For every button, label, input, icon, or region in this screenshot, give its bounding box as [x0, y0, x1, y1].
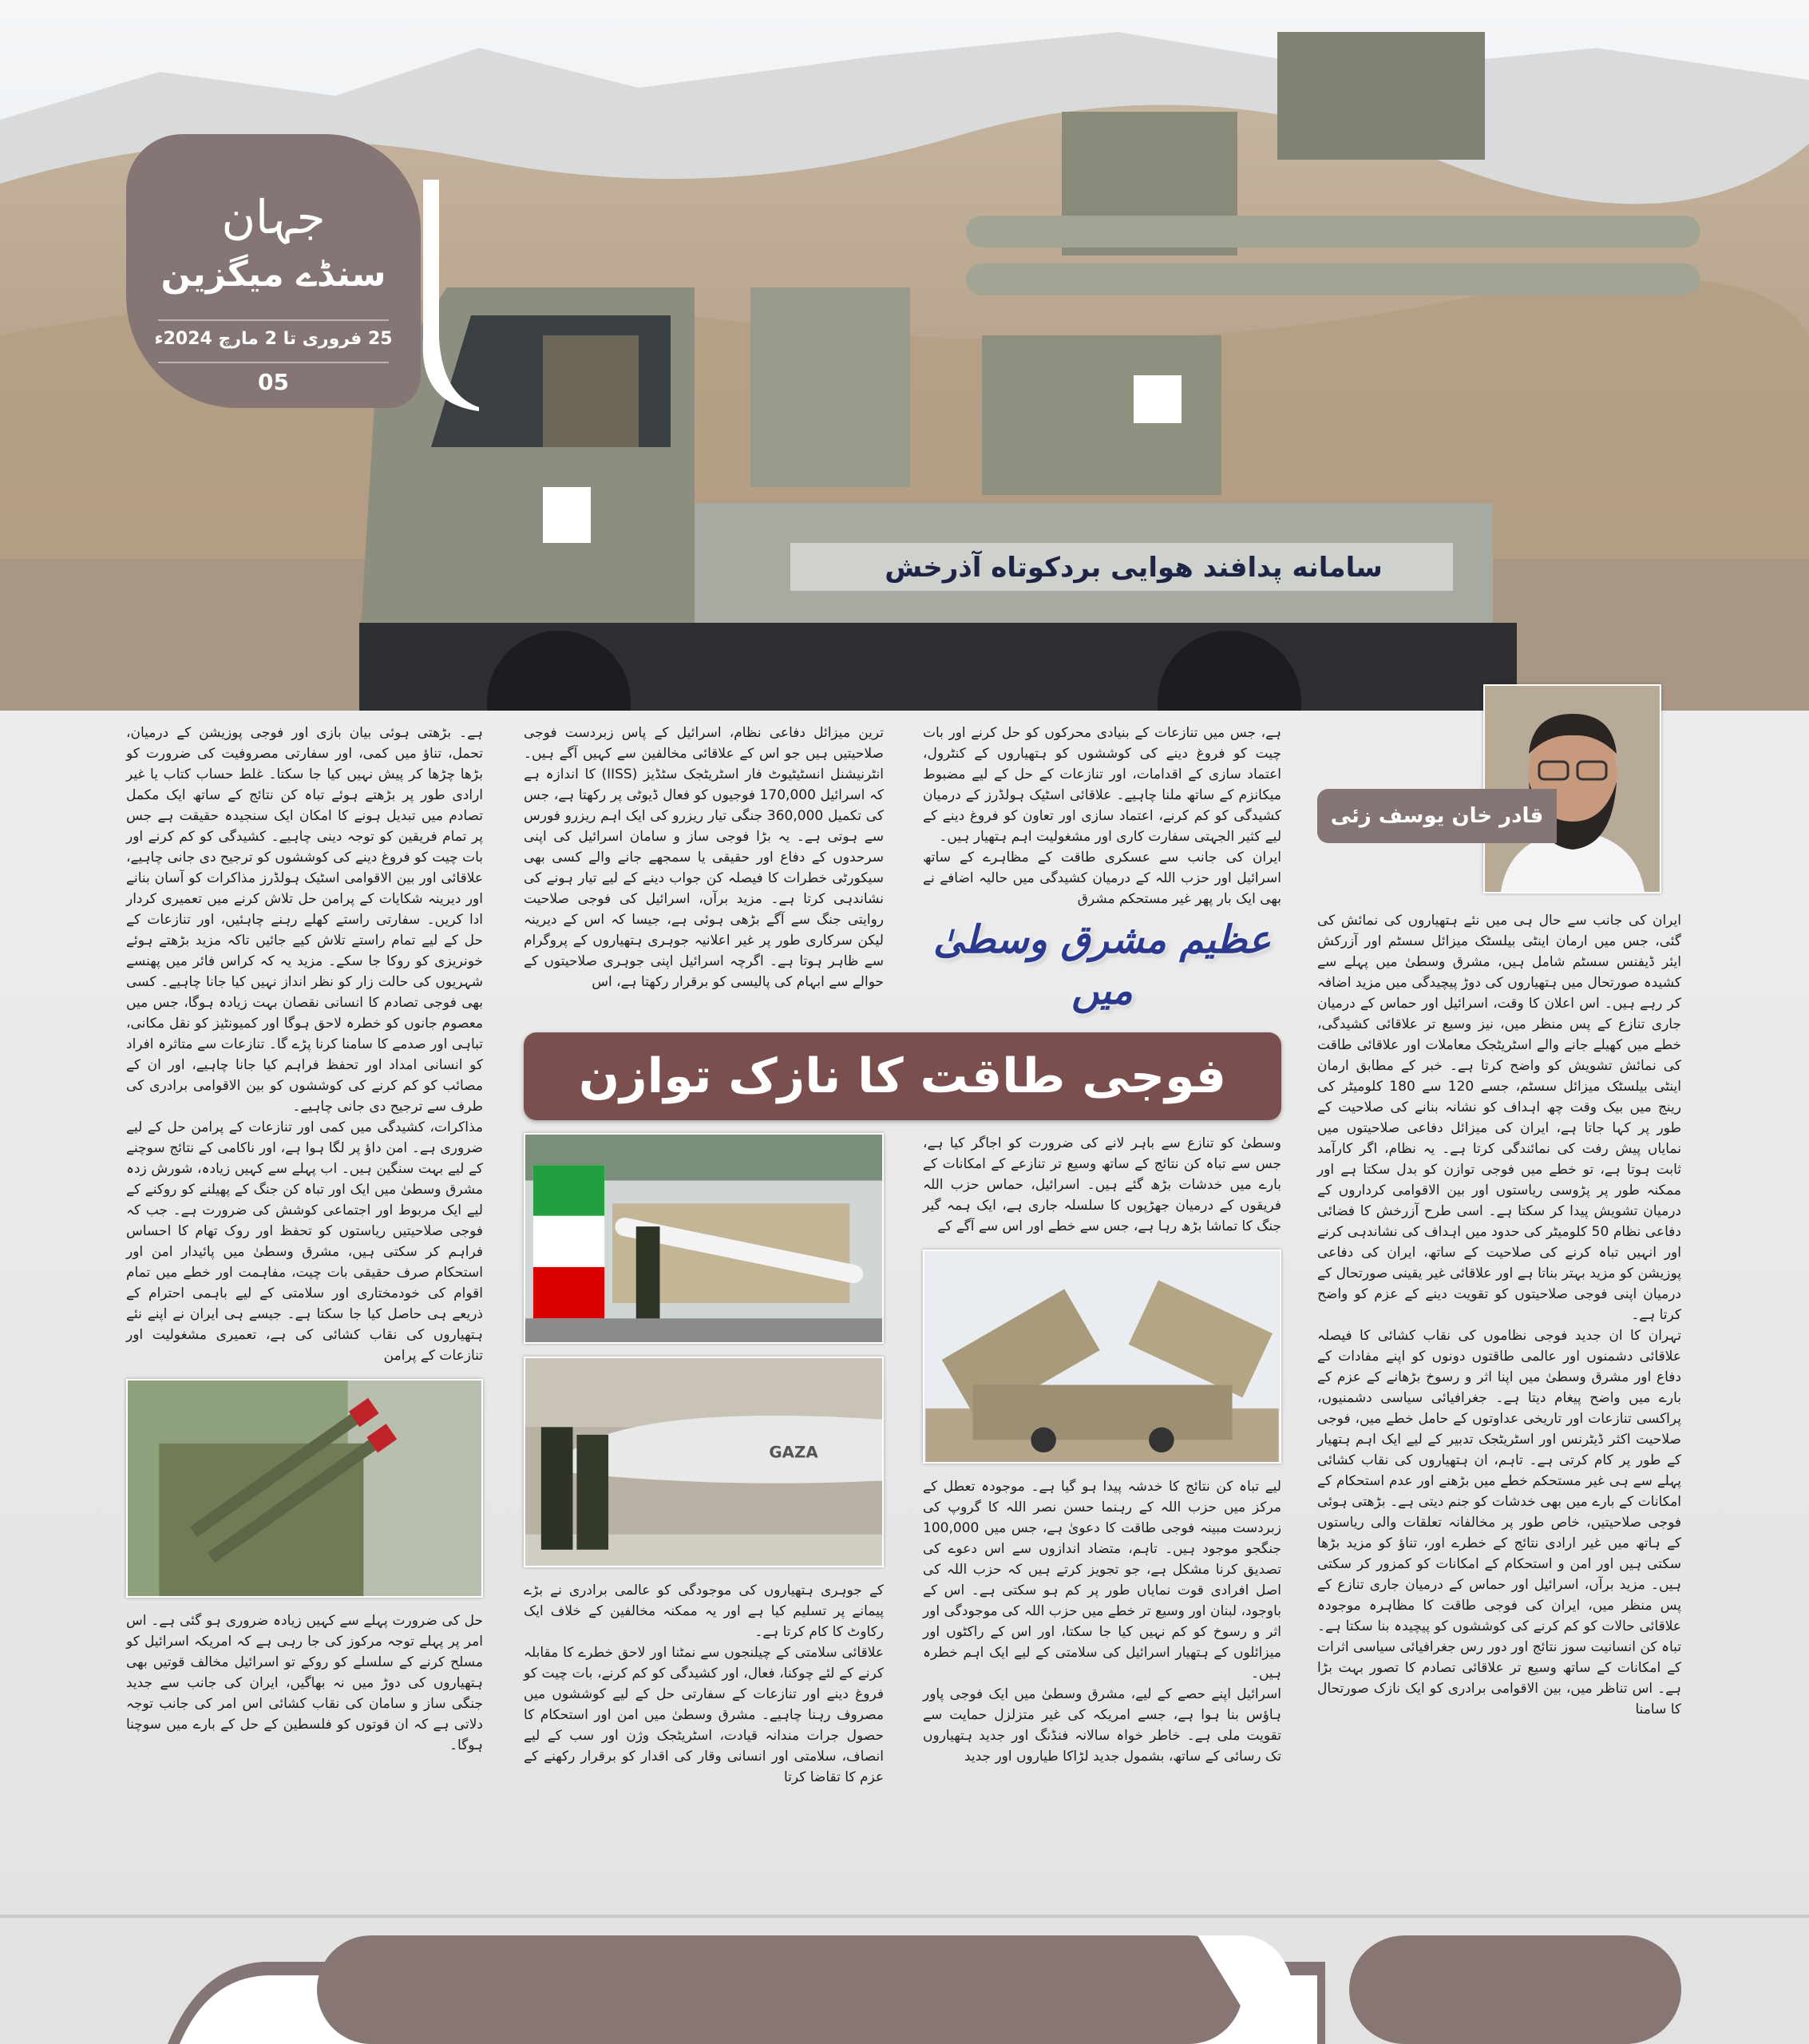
article-column-2-bottom [524, 1133, 884, 1788]
middle-columns [524, 723, 1281, 1788]
drone-label: GAZA [769, 1444, 818, 1462]
article-column-4 [1317, 910, 1681, 1720]
divider [158, 362, 389, 363]
truck-caption: سامانه پدافند هوایی بردکوتاه آذرخش [885, 552, 1383, 584]
masthead-name-line2: سنڈے میگزین [160, 254, 386, 295]
footer-decoration [0, 1918, 1809, 2044]
paragraph: ایران کی جانب سے عسکری طاقت کے مظاہرے کے ساتھ اسرائیل اور حزب اللہ کے درمیان کشیدگی میں حالیہ اضافے نے بھی ایک بار پھر غیر مستحکم مشرق [923, 850, 1281, 907]
headline-title: فوجی طاقت کا نازک توازن [524, 1032, 1281, 1120]
paragraph: لیے تباہ کن نتائج کا خدشہ پیدا ہو گیا ہے۔ موجودہ تعطل کے مرکز میں حزب اللہ کے رہنما حسن نصر اللہ کا گروپ کی زبردست مبینہ فوجی طاقت کا دعویٰ ہے، جس میں 100,000 جنگجو موجود ہیں۔ تاہم، متضاد اندازوں سے اس دعوے کی تصدیق کرنا مشکل ہے، جو تجویز کرتے ہیں کہ حزب اللہ کی اصل افرادی قوت نمایاں طور پر کم ہو سکتی ہے۔ اس کے باوجود، لبنان اور وسیع تر خطے میں حزب اللہ کی موجودگی اور اثر و رسوخ کو کم نہیں کیا جا سکتا، اور اس کے راکٹوں اور میزائلوں کے ہتھیار اسرائیل کی سلامتی کے لیے ایک اہم خطرہ ہیں۔ [923, 1479, 1281, 1682]
column-1-bottom-text [126, 1610, 483, 1756]
column-2-bottom-text [524, 1580, 884, 1788]
article-column-3-bottom [923, 1133, 1281, 1767]
paragraph: ہے، جس میں تنازعات کے بنیادی محرکوں کو حل کرنے اور بات چیت کو فروغ دینے کی کوششوں کو ہتھیاروں کے کنٹرول، اعتماد سازی کے اقدامات، اور تنازعات کے حل کے لیے مضبوط میکانزم کے ساتھ ملنا چاہیے۔ علاقائی اسٹیک ہولڈرز کے درمیان کشیدگی کو کم کرنے، اعتماد سازی اور تعاون کو فروغ دینے کے لیے کثیر الجہتی سفارت کاری اور مشغولیت اہم ہتھیار ہیں۔ [923, 725, 1281, 845]
masthead [126, 134, 421, 408]
article-column-3-top [923, 723, 1281, 1021]
photo-air-defense-guns [126, 1379, 483, 1598]
article-column-1 [126, 723, 483, 1756]
divider [158, 319, 389, 321]
column-3-bottom-text [923, 1476, 1281, 1767]
issue-date: 25 فروری تا 2 مارچ 2024ء [154, 329, 393, 349]
paragraph: ہے۔ بڑھتی ہوئی بیان بازی اور فوجی پوزیشن کے درمیان، تحمل، تناؤ میں کمی، اور سفارتی مصروفیت کی ضرورت کو بڑھا چڑھا کر پیش نہیں کیا جا سکتا۔ غلط حساب کتاب یا غیر ارادی طور پر بڑھتے ہوئے تباہ کن نتائج کے ساتھ ایک مکمل تصادم میں تبدیل ہونے کا امکان ایک سنجیدہ حقیقت ہے جس پر تمام فریقین کو توجہ دینی چاہیے۔ کشیدگی کو کم کرنے اور بات چیت کو فروغ دینے کی کوششوں کو ترجیح دی جانی چاہیے، علاقائی اور بین الاقوامی اسٹیک ہولڈرز مذاکرات کو آسان بنانے اور دیرینہ شکایات کے پرامن حل تلاش کرنے میں تعمیری کردار ادا کریں۔ سفارتی راستے کھلے رہنے چاہئیں، اور تنازعات کے حل کے لیے تمام راستے تلاش کیے جائیں تاکہ مزید بڑھتے ہوئے خونریزی کو روکا جا سکے۔ مزید یہ کہ کراس فائر میں پھنسے شہریوں کی حالت زار کو نظر انداز نہیں کیا جانا چاہیے۔ کسی بھی فوجی تصادم کا انسانی نقصان بہت زیادہ ہوگا، جس میں معصوم جانوں کو خطرہ لاحق ہوگا اور کمیونٹیز کو نقل مکانی، تباہی اور صدمے کا سامنا کرنا پڑے گا۔ تنازعات سے متاثرہ افراد کو انسانی امداد اور تحفظ فراہم کیا جانا چاہیے، اور ان کے مصائب کو کم کرنے کی کوششوں کو بین الاقوامی برادری کی طرف سے ترجیح دی جانی چاہیے۔ [126, 725, 483, 1115]
headline-kicker: عظیم مشرق وسطیٰ میں [933, 917, 1271, 1013]
paragraph: ایران کی جانب سے حال ہی میں نئے ہتھیاروں کی نمائش کی گئی، جس میں ارمان اینٹی بیلسٹک میزائل سسٹم اور آزرکش ایئر ڈیفنس سسٹم شامل ہیں، مشرق وسطیٰ میں پہلے سے کشیدہ صورتحال میں ہتھیاروں کی دوڑ پیچیدگی میں مزید اضافہ کر رہے ہیں۔ اس اعلان کا وقت، اسرائیل اور حماس کے درمیان جاری تنازع کے پس منظر میں، نیز وسیع تر علاقائی کشیدگی، خطے میں کھیلے جانے والے اسٹریٹجک معاملات اور علاقائی طاقت کی نمائش تشویش کو واضح کرتا ہے۔ خبر کے مطابق ارمان اینٹی بیلسٹک میزائل سسٹم، جسے 120 سے 180 کلومیٹر کی رینج میں بیک وقت چھ اہداف کو نشانہ بنانے کی صلاحیت کے طور پر کہا جاتا ہے، ایران کی میزائل دفاعی صلاحیتوں میں نمایاں پیش رفت کی نمائندگی کرتا ہے۔ یہ نظام، اگر کارآمد ثابت ہوتا ہے، تو خطے میں فوجی توازن کو بدل سکتا ہے اور ممکنہ طور پر پڑوسی ریاستوں اور بین الاقوامی کرداروں کے درمیان تشویش پیدا کر سکتا ہے۔ اسی طرح آزرخش کا فضائی دفاعی نظام 50 کلومیٹر کی حدود میں اہداف کی نشاندہی کرنے اور انہیں تباہ کرنے کی صلاحیت کے ساتھ، ایران کی دفاعی پوزیشن کو مزید بہتر بناتا ہے اور علاقائی غیر یقینی صورتحال کے درمیان اپنی فوجی صلاحیتوں کو تقویت دینے کے عزم کو واضح کرتا ہے۔ [1317, 913, 1681, 1323]
paragraph: کے جوہری ہتھیاروں کی موجودگی کو عالمی برادری نے بڑے پیمانے پر تسلیم کیا ہے اور یہ ممکنہ مخالفین کے خلاف ایک رکاوٹ کا کام کرتا ہے۔ [524, 1583, 884, 1640]
middle-bottom-row [524, 1133, 1281, 1788]
column-3-top-text [923, 723, 1281, 909]
masthead-curve-decoration [415, 180, 479, 411]
paragraph: علاقائی سلامتی کے چیلنجوں سے نمٹنا اور لاحق خطرے کا مقابلہ کرنے کے لئے چوکنا، فعال، اور کشیدگی کو کم کرنے، بات چیت کو فروغ دینے اور تنازعات کے سفارتی حل کے لیے کوششوں میں مصروف رہنا چاہیے۔ مشرق وسطیٰ میں امن اور استحکام کا حصول جرات مندانہ قیادت، اسٹریٹجک وژن اور سب کے لیے انصاف، سلامتی اور انسانی وقار کی اقدار کو برقرار رکھنے کے عزم کا تقاضا کرتا [524, 1645, 884, 1785]
paragraph: مذاکرات، کشیدگی میں کمی اور تنازعات کے پرامن حل کے لیے ضروری ہے۔ امن داؤ پر لگا ہوا ہے، اور ناکامی کے نتائج سوچنے کے لیے بہت سنگین ہیں۔ اب پہلے سے کہیں زیادہ، شورش زدہ مشرق وسطیٰ میں ایک اور تباہ کن جنگ کے پھیلنے کو روکنے کے لیے ایک مربوط اور اجتماعی کوشش کی ضرورت ہے۔ جب کہ فوجی صلاحیتیں ریاستوں کو تحفظ اور روک تھام کا احساس فراہم کر سکتی ہیں، مشرق وسطیٰ میں پائیدار امن اور استحکام صرف حقیقی بات چیت، مفاہمت اور خطے میں تمام اقوام کی خودمختاری اور سلامتی کے لیے باہمی احترام کے ذریعے ہی حاصل کیا جا سکتا ہے۔ جیسے ہی ایران نے اپنے نئے ہتھیاروں کی نقاب کشائی کی ہے، تعمیری مشغولیت اور تنازعات کے پرامن [126, 1119, 483, 1364]
page-number: 05 [258, 369, 289, 395]
paragraph: حل کی ضرورت پہلے سے کہیں زیادہ ضروری ہو گئی ہے۔ اس امر پر پہلے توجہ مرکوز کی جا رہی ہے کہ امریکہ اسرائیل کو مسلح کرنے کے سلسلے کو روکے تو اسرائیل مخالف قوتیں بھی ہتھیاروں کی دوڑ میں نہ بھاگیں، ایران کی جانب سے جدید جنگی ساز و سامان کی نقاب کشائی اس امر کی جانب توجہ دلاتی ہے کہ ان قوتوں کو فلسطین کے حل کے بارے میں سوچنا ہوگا۔ [126, 1613, 483, 1753]
paragraph: تہران کا ان جدید فوجی نظاموں کی نقاب کشائی کا فیصلہ علاقائی دشمنوں اور عالمی طاقتوں دونوں کو اپنے مفادات کے دفاع اور مشرق وسطیٰ میں اپنا اثر و رسوخ بڑھانے کے عزم کے بارے میں واضح پیغام دیتا ہے۔ جغرافیائی سیاسی دشمنیوں، پراکسی تنازعات اور تاریخی عداوتوں کے حامل خطے میں، فوجی صلاحیت اکثر ڈیٹرنس اور اسٹریٹجک تدبیر کے لیے ایک اہم ہتھیار کے طور پر کام کرتی ہے۔ تاہم، ان ہتھیاروں کی نقاب کشائی پہلے سے ہی غیر مستحکم خطے میں بڑھنے اور عدم استحکام کے امکانات کے بارے میں بھی خدشات کو جنم دیتی ہے۔ بڑھتی ہوئی فوجی صلاحیتیں، خاص طور پر مخالفانہ تعلقات والی ریاستوں کے ہاتھ میں غیر ارادی نتائج کے خطرے اور، تناؤ کو مزید بڑھا سکتی ہیں اور امن و استحکام کے امکانات کو کمزور کر سکتی ہیں۔ مزید برآں، اسرائیل اور حماس کے درمیان جاری تنازع کے پس منظر میں، ایران کی فوجی طاقت کا مظاہرہ موجودہ علاقائی حالات کو کم کرنے کی کوششوں کو پیچیدہ بنا سکتا ہے۔ تباہ کن انسانیت سوز نتائج اور دور رس جغرافیائی سیاسی اثرات کے امکانات کے ساتھ وسیع تر علاقائی تصادم کا تصور بہت بڑا ہے۔ اس تناظر میں، بین الاقوامی برادری کو ایک نازک صورتحال کا سامنا [1317, 1328, 1681, 1717]
paragraph: ترین میزائل دفاعی نظام، اسرائیل کے پاس زبردست فوجی صلاحیتیں ہیں جو اس کے علاقائی مخالفین سے کہیں آگے ہیں۔ انٹرنیشنل انسٹیٹیوٹ فار اسٹریٹجک سٹڈیز (IISS) کا اندازہ ہے کہ اسرائیل 170,000 فوجیوں کو فعال ڈیوٹی پر رکھتا ہے، جس کی تکمیل 360,000 جنگی تیار ریزرو کی ایک اہم ریزرو فورس سے ہوتی ہے۔ یہ بڑا فوجی ساز و سامان اسرائیل کی اپنی سرحدوں کے دفاع اور حقیقی یا سمجھے جانے والے کسی بھی سیکورٹی خطرات کا فیصلہ کن جواب دینے کے لیے تیار ہونے کی نشاندہی کرتا ہے۔ مزید برآں، اسرائیل کی فوجی صلاحیت روایتی جنگ سے آگے بڑھی ہوئی ہے، جیسا کہ اس کے دیرینہ لیکن سرکاری طور پر غیر اعلانیہ جوہری ہتھیاروں کے پروگرام سے ظاہر ہوتا ہے۔ اگرچہ اسرائیل اپنی جوہری صلاحیتوں کے حوالے سے ابہام کی پالیسی کو برقرار رکھتا ہے، اس [524, 725, 884, 990]
photo-missile-launcher [923, 1250, 1281, 1464]
middle-top-row [524, 723, 1281, 1021]
author-byline: قادر خان یوسف زئی [1317, 789, 1557, 843]
photo-drone-display [524, 1357, 884, 1567]
column-3-mid-text [923, 1133, 1281, 1237]
masthead-name-line1: جہان [221, 190, 326, 244]
paragraph: اسرائیل اپنے حصے کے لیے، مشرق وسطیٰ میں ایک فوجی پاور ہاؤس بنا ہوا ہے، جسے امریکہ کی غیر متزلزل حمایت سے تقویت ملی ہے۔ خاطر خواہ سالانہ فنڈنگ اور جدید ہتھیاروں تک رسائی کے ساتھ، بشمول جدید لڑاکا طیاروں اور جدید [923, 1686, 1281, 1765]
column-1-top-text [126, 723, 483, 1366]
photo-missile-display [524, 1133, 884, 1344]
paragraph: وسطیٰ کو تنازع سے باہر لانے کی ضرورت کو اجاگر کیا ہے، جس سے تباہ کن نتائج کے ساتھ وسیع تر تنازعے کے امکانات کے بارے میں خدشات بڑھ گئے ہیں۔ اسرائیل، حماس حزب اللہ فریقوں کے درمیان جھڑپوں کا سلسلہ جاری ہے، ایک ہمہ گیر جنگ کا تماشا بڑھ رہا ہے، جس سے خطے اور اس سے آگے کے [923, 1135, 1281, 1234]
article-column-2-top [524, 723, 884, 992]
